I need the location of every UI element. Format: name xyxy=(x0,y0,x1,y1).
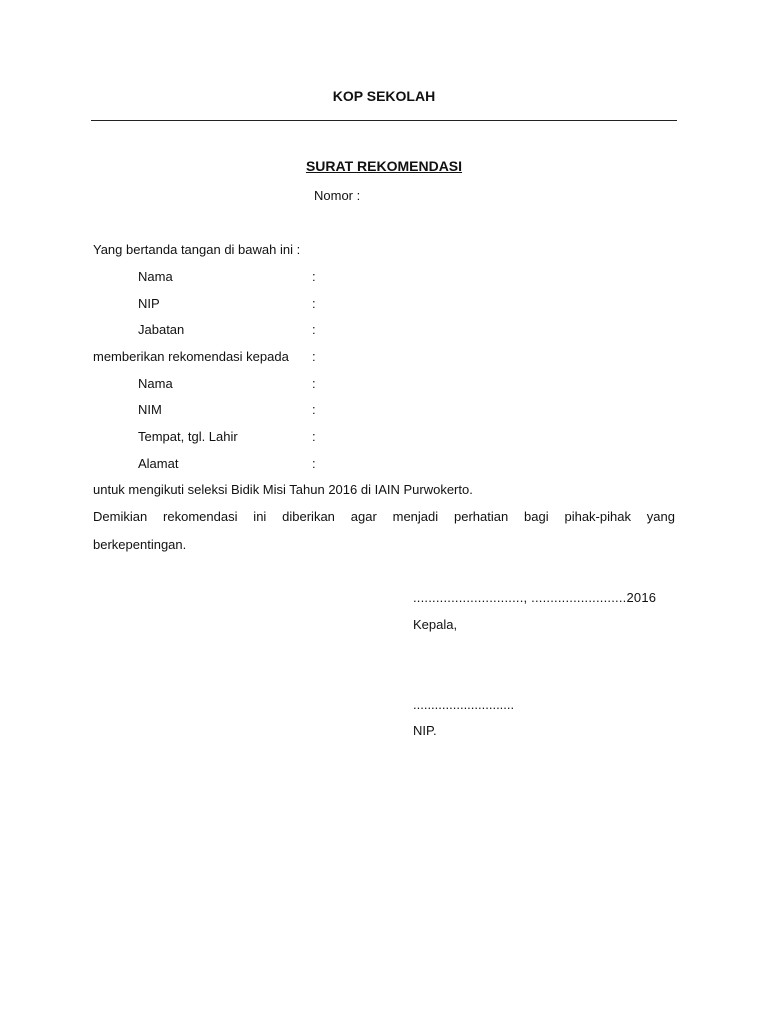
signer-name-colon: : xyxy=(312,269,316,284)
signature-name-line: ............................ xyxy=(413,697,515,712)
recipient-name-label: Nama xyxy=(138,376,173,391)
recipient-intro: memberikan rekomendasi kepada xyxy=(93,349,289,364)
recipient-address-label: Alamat xyxy=(138,456,179,471)
signature-nip: NIP. xyxy=(413,723,437,738)
recipient-nim-label: NIM xyxy=(138,402,162,417)
recipient-nim-colon: : xyxy=(312,402,316,417)
signer-nip-colon: : xyxy=(312,296,316,311)
recipient-name-colon: : xyxy=(312,376,316,391)
letter-title: SURAT REKOMENDASI xyxy=(305,158,463,174)
signer-position-label: Jabatan xyxy=(138,322,185,337)
signer-name-label: Nama xyxy=(138,269,173,284)
recipient-birth-colon: : xyxy=(312,429,316,444)
recipient-intro-colon: : xyxy=(312,349,316,364)
signature-place-date: ............................., .........................2016 xyxy=(413,590,657,605)
letter-number-label: Nomor : xyxy=(314,188,361,203)
letterhead-title: KOP SEKOLAH xyxy=(332,88,436,104)
recipient-address-colon: : xyxy=(312,456,316,471)
signer-nip-label: NIP xyxy=(138,296,160,311)
signature-role: Kepala, xyxy=(413,617,458,632)
purpose-paragraph: untuk mengikuti seleksi Bidik Misi Tahun 2016 di IAIN Purwokerto. xyxy=(93,482,473,497)
signer-position-colon: : xyxy=(312,322,316,337)
signer-intro: Yang bertanda tangan di bawah ini : xyxy=(93,242,301,257)
closing-paragraph-line1: Demikian rekomendasi ini diberikan agar menjadi perhatian bagi pihak-pihak yang xyxy=(93,509,675,524)
recipient-birth-label: Tempat, tgl. Lahir xyxy=(138,429,238,444)
letterhead-divider xyxy=(91,120,677,121)
closing-paragraph-line2: berkepentingan. xyxy=(93,537,187,552)
